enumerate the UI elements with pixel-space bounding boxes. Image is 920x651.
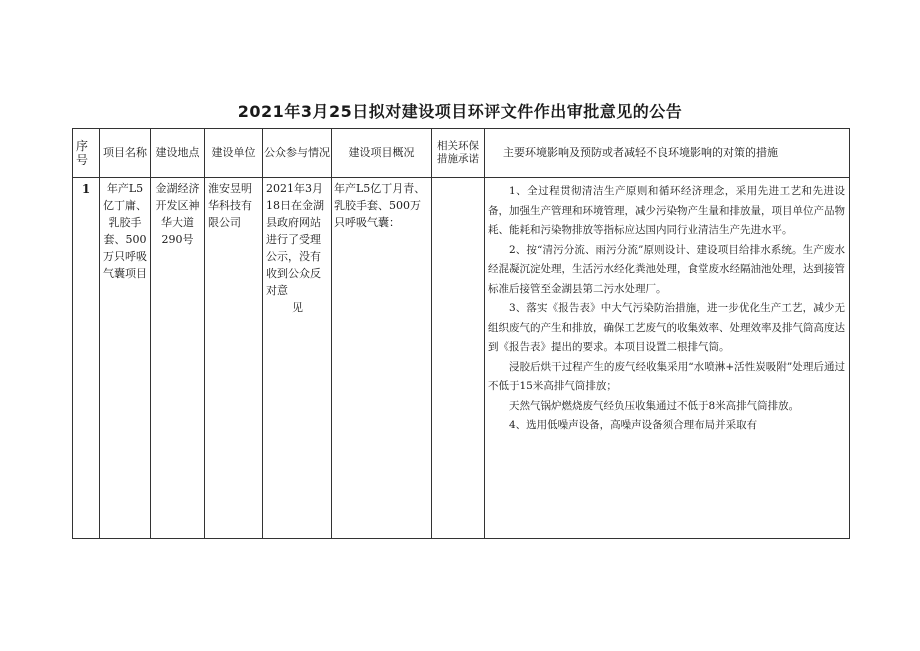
public-text-end: 见 [292,301,303,314]
cell-measures [485,178,850,539]
header-project-name: 项目名称 [100,129,151,178]
header-seq: 序号 [73,129,100,178]
measure-paragraph: 浸胶后烘干过程产生的废气经收集采用“水喷淋+活性炭吸附”处理后通过不低于15米高排气筒排放； [488,360,845,392]
document-title: 2021年3月25日拟对建设项目环评文件作出审批意见的公告 [237,102,683,121]
header-overview: 建设项目概况 [332,129,432,178]
cell-unit: 淮安昱明华科技有限公司 [205,178,263,539]
header-promise: 相关环保措施承诺 [432,129,485,178]
cell-overview: 年产L5亿丁月青、乳胶手套、500万只呼吸气囊： [332,178,432,539]
header-public-participation: 公众参与情况 [263,129,332,178]
header-measures: 主要环境影响及预防或者减轻不良环境影响的对策的措施 [485,129,850,178]
cell-project-name: 年产L5亿丁庸、乳胶手套、500万只呼吸气囊项目 [100,178,151,539]
measure-paragraph: 1、全过程贯彻清洁生产原则和循环经济理念，采用先进工艺和先进设备，加强生产管理和环境管理，减少污染物产生量和排放量，项目单位产品物耗、能耗和污染物排放等指标应达国内同行业清洁生产先进水平。 [488,185,845,236]
header-unit: 建设单位 [205,129,263,178]
cell-location: 金湖经济开发区神华大道290号 [151,178,205,539]
header-location: 建设地点 [151,129,205,178]
cell-seq: 1 [73,178,100,539]
approval-table [72,128,850,539]
cell-public-participation [263,178,332,539]
cell-promise [432,178,485,539]
measure-paragraph: 4、选用低噪声设备，高噪声设备须合理布局并采取有 [509,419,758,431]
measure-paragraph: 3、落实《报告表》中大气污染防治措施，进一步优化生产工艺，减少无组织废气的产生和排放，确保工艺废气的收集效率、处理效率及排气筒高度达到《报告表》提出的要求。本项目设置二根排气筒。 [488,302,845,353]
measure-paragraph: 天然气锅炉燃烧废气经负压收集通过不低于8米高排气筒排放。 [509,399,800,412]
public-text: 2021年3月18日在金湖县政府网站进行了受理公示，没有收到公众反对意 [266,182,324,297]
table-row [73,178,850,539]
measure-paragraph: 2、按“清污分流、雨污分流”原则设计、建设项目给排水系统。生产废水经混凝沉淀处理，生活污水经化粪池处理，食堂废水经隔油池处理，达到接管标准后接管至金湖县第二污水处理厂。 [488,243,845,295]
table-header-row [73,129,850,178]
